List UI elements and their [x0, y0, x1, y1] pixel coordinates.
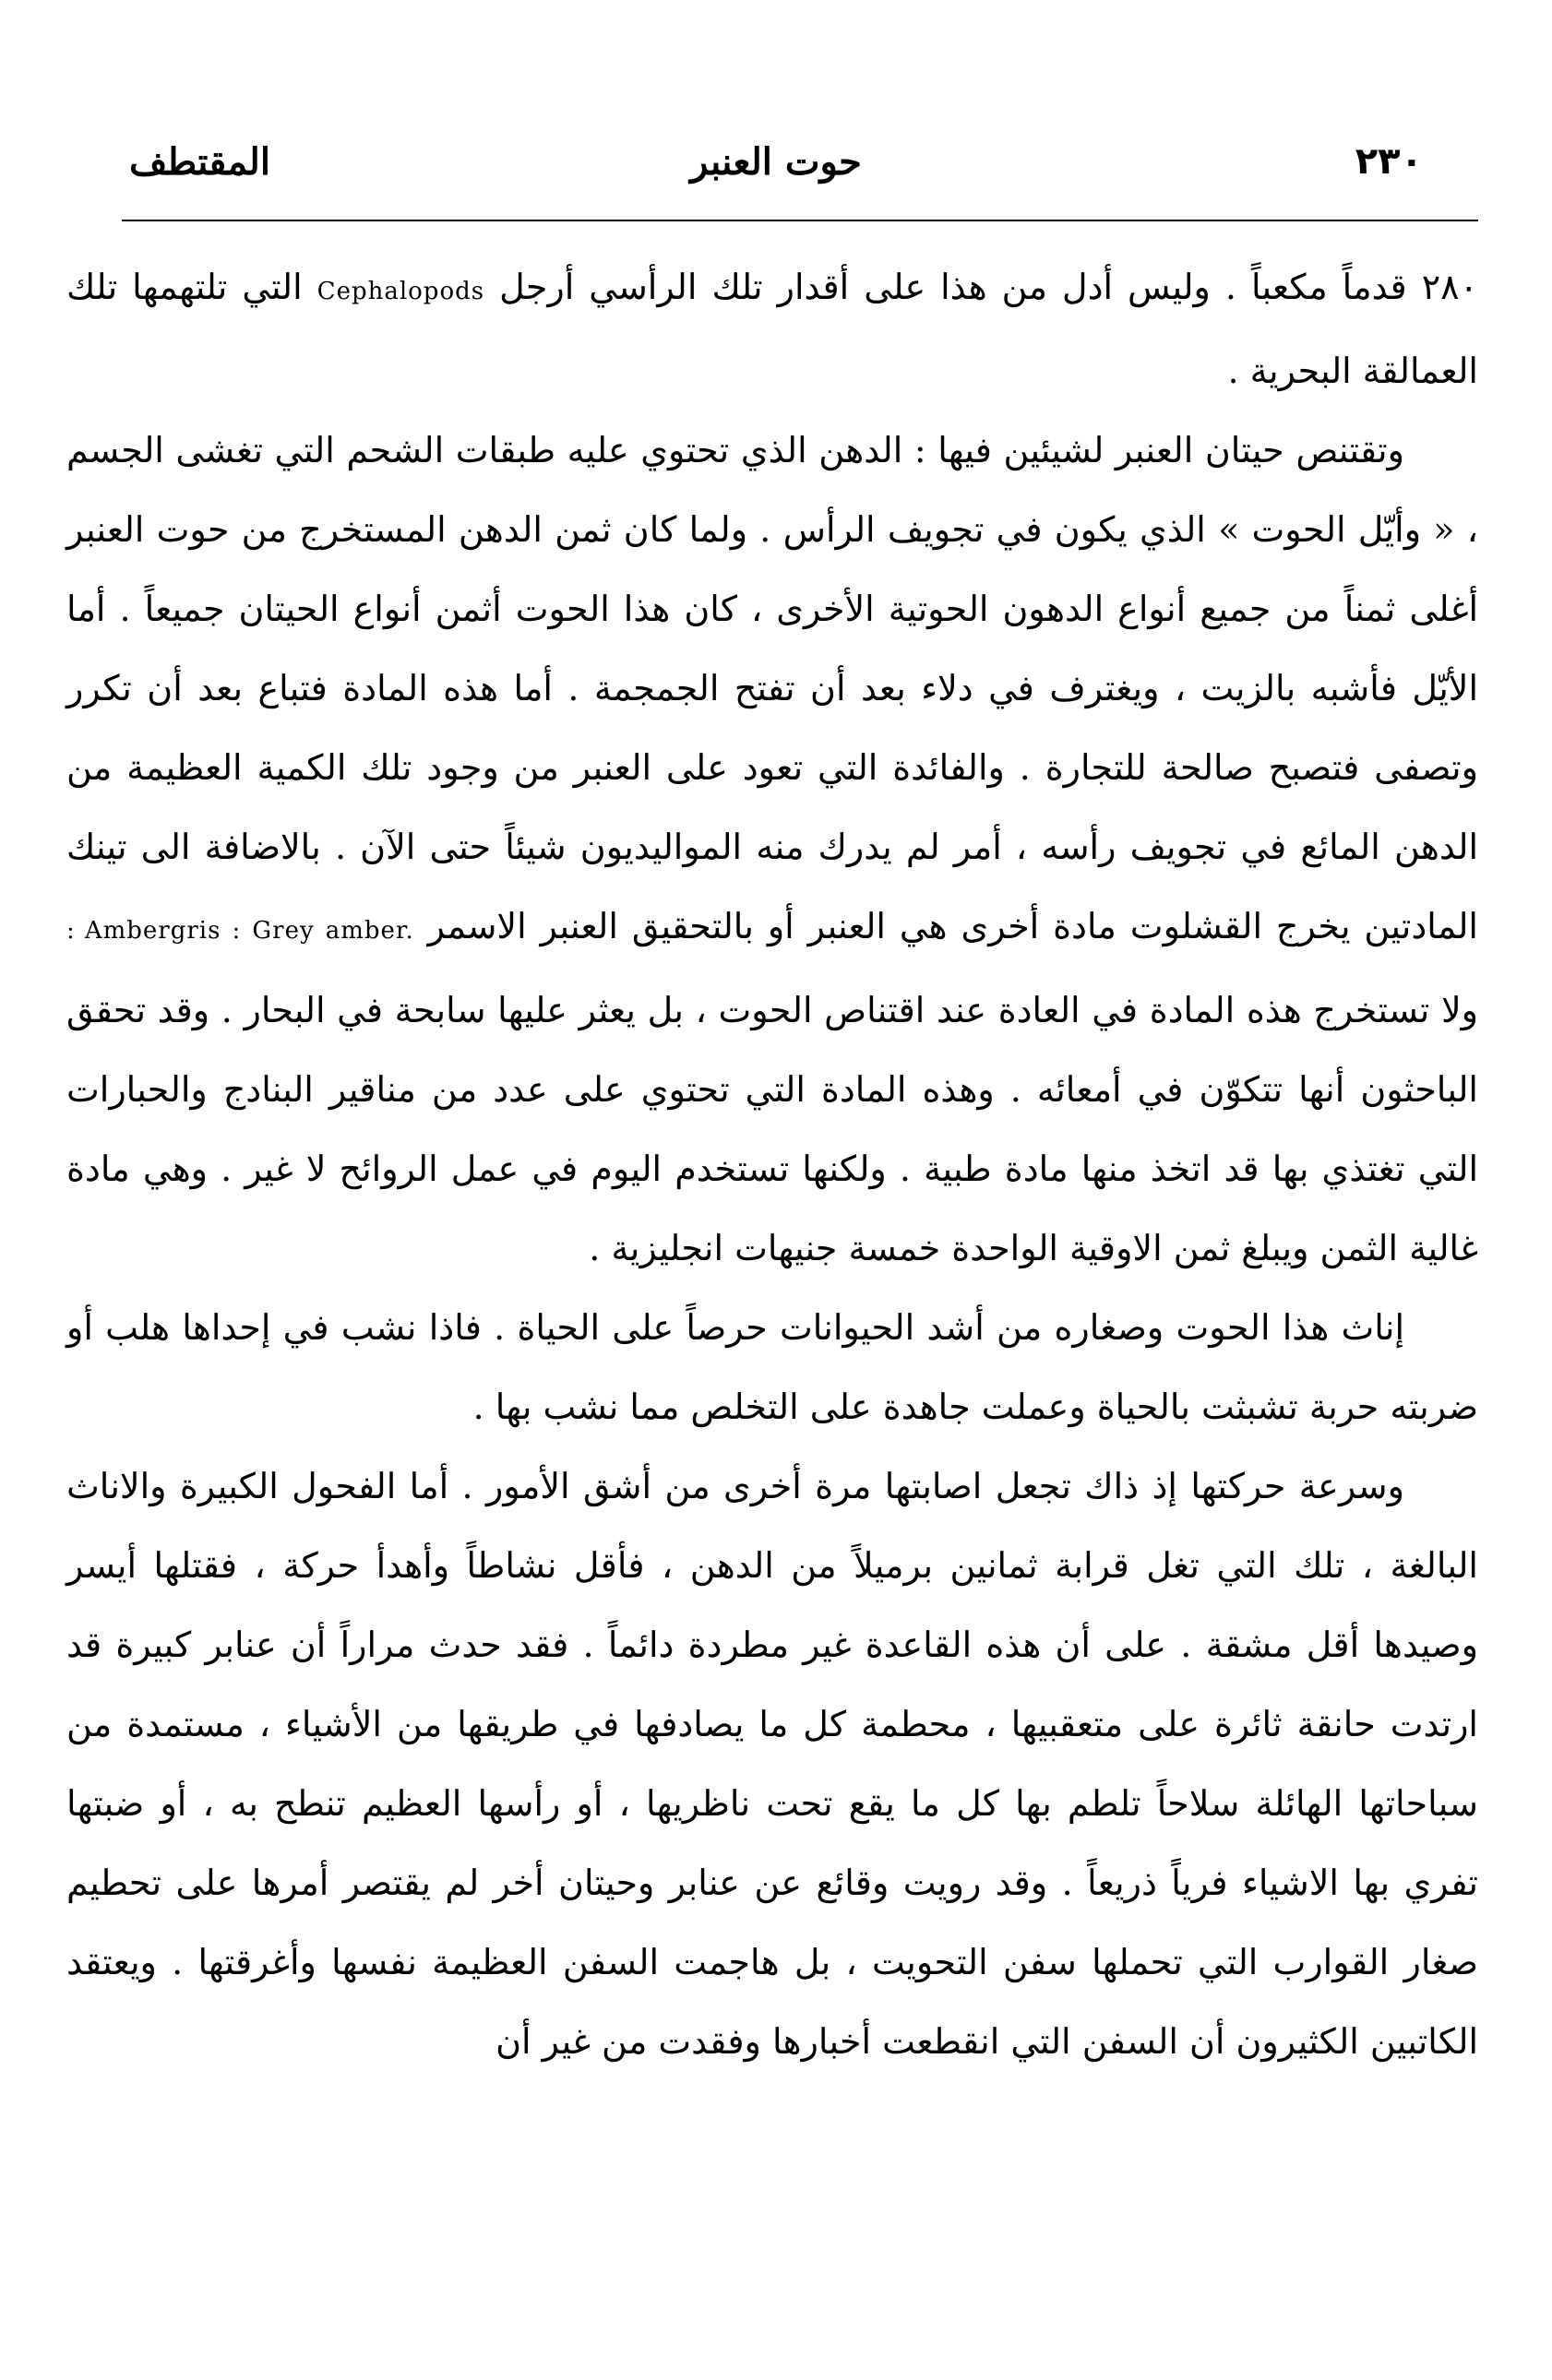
paragraph [66, 1288, 1478, 1446]
paragraph-text: التي تلتهمها تلك العمالقة البحرية . [66, 267, 1478, 391]
page-number: ٢٣٠ [1355, 140, 1423, 183]
paragraph-text: وتقتنص حيتان العنبر لشيئين فيها : الدهن الذي تحتوي عليه طبقات الشحم التي تغشى الجسم ، « وأيّل الحوت » الذي يكون في تجويف الرأس . ولما كان ثمن الدهن المستخرج من حوت العنبر أغلى ثمناً من جميع أنواع الدهون الحوتية الأخرى ، كان هذا الحوت أثمن أنواع الحيتان جميعاً . أما الأيّل فأشبه بالزيت ، ويغترف في دلاء بعد أن تفتح الجمجمة . أما هذه المادة فتباع بعد أن تكرر وتصفى فتصبح صالحة للتجارة . والفائدة التي تعود على العنبر من وجود تلك الكمية العظيمة من الدهن المائع في تجويف رأسه ، أمر لم يدرك منه المواليديون شيئاً حتى الآن . بالاضافة الى تينك المادتين يخرج القشلوت مادة أخرى هي العنبر أو بالتحقيق العنبر الاسمر [66, 430, 1478, 946]
chapter-title: حوت العنبر [690, 139, 862, 184]
paragraph-text: وسرعة حركتها إذ ذاك تجعل اصابتها مرة أخرى من أشق الأمور . أما الفحول الكبيرة والاناث البالغة ، تلك التي تغل قرابة ثمانين برميلاً من الدهن ، فأقل نشاطاً وأهدأ حركة ، فقتلها أيسر وصيدها أقل مشقة . على أن هذه القاعدة غير مطردة دائماً . فقد حدث مراراً أن عنابر كبيرة قد ارتدت حانقة ثائرة على متعقبيها ، محطمة كل ما يصادفها في طريقها من الأشياء ، مستمدة من سباحاتها الهائلة سلاحاً تلطم بها كل ما يقع تحت ناظريها ، أو رأسها العظيم تنطح به ، أو ضبتها تفري بها الاشياء فرياً ذريعاً . وقد رويت وقائع عن عنابر وحيتان أخر لم يقتصر أمرها على تحطيم صغار القوارب التي تحملها سفن التحويت ، بل هاجمت السفن العظيمة نفسها وأغرقتها . ويعتقد الكاتبين الكثيرون أن السفن التي انقطعت أخبارها وفقدت من غير أن [66, 1466, 1478, 2062]
header-rule [122, 220, 1478, 221]
paragraph [66, 247, 1478, 411]
article-body [66, 247, 1478, 2081]
paragraph [66, 411, 1478, 1288]
paragraph [66, 1446, 1478, 2081]
paragraph-text: إناث هذا الحوت وصغاره من أشد الحيوانات حرصاً على الحياة . فاذا نشب في إحداها هلب أو ضربته حربة تشبثت بالحياة وعملت جاهدة على التخلص مما نشب بها . [66, 1307, 1478, 1427]
page-header [129, 129, 1423, 194]
latin-term: : Ambergris : Grey amber. [66, 917, 414, 945]
publication-name: المقتطف [129, 139, 270, 184]
paragraph-text: ٢٨٠ قدماً مكعباً . وليس أدل من هذا على أقدار تلك الرأسي أرجل [499, 267, 1478, 307]
latin-term: Cephalopods [316, 278, 485, 305]
paragraph-text: ولا تستخرج هذه المادة في العادة عند اقتناص الحوت ، بل يعثر عليها سابحة في البحار . وقد تحقق الباحثون أنها تتكوّن في أمعائه . وهذه المادة التي تحتوي على عدد من مناقير البنادج والحبارات التي تغتذي بها قد اتخذ منها مادة طبية . ولكنها تستخدم اليوم في عمل الروائح لا غير . وهي مادة غالية الثمن ويبلغ ثمن الاوقية الواحدة خمسة جنيهات انجليزية . [66, 990, 1478, 1268]
